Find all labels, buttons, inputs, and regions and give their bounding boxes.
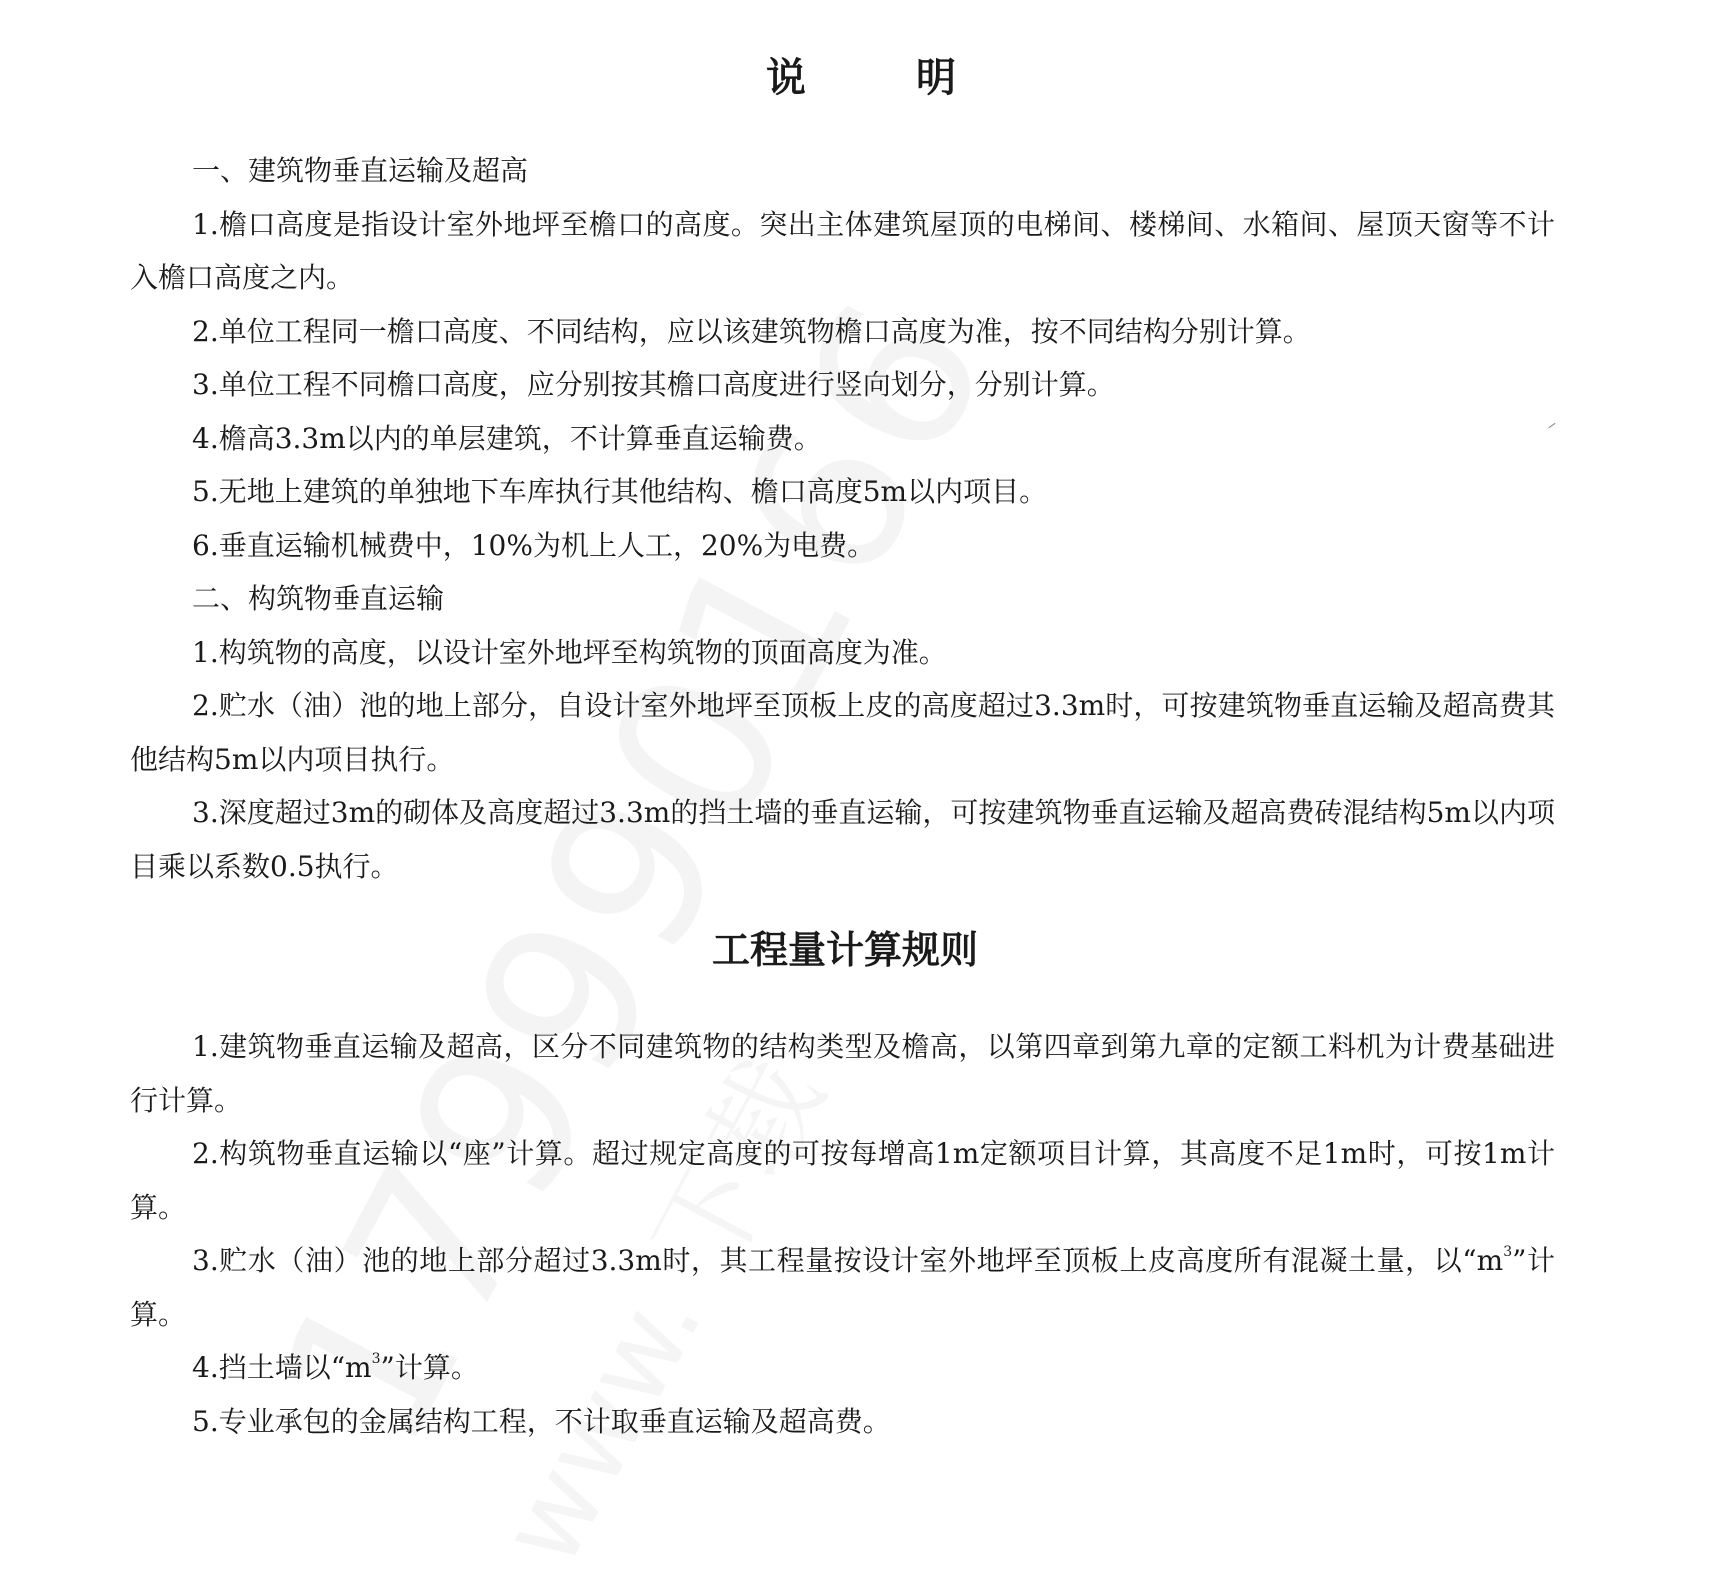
title-char-right: 明 [916,55,956,101]
note-paragraph: 5.无地上建筑的单独地下车库执行其他结构、檐口高度5m以内项目。 [192,475,1048,508]
rule-text: ”计算。 [130,1244,1555,1331]
section-heading-buildings: 一、建筑物垂直运输及超高 [192,154,529,187]
rule-paragraph: 5.专业承包的金属结构工程，不计取垂直运输及超高费。 [192,1404,891,1438]
note-paragraph: 4.檐高3.3m以内的单层建筑，不计算垂直运输费。 [192,421,822,455]
notes-section [130,144,1555,893]
superscript: 3 [1503,1244,1513,1260]
note-paragraph: 2.贮水（油）池的地上部分，自设计室外地坪至顶板上皮的高度超过3.3m时，可按建筑物垂直运输及超高费其他结构5m以内项目执行。 [130,689,1555,776]
rule-text: ”计算。 [380,1351,479,1384]
rule-paragraph [130,1341,1555,1395]
note-paragraph: 3.单位工程不同檐口高度，应分别按其檐口高度进行竖向划分，分别计算。 [192,368,1115,401]
note-paragraph: 2.单位工程同一檐口高度、不同结构，应以该建筑物檐口高度为准，按不同结构分别计算。 [192,314,1311,348]
rule-text: 4.挡土墙以“m [192,1351,372,1384]
rules-title: 工程量计算规则 [711,928,978,972]
title-char-left: 说 [766,55,806,101]
rules-section [130,1020,1555,1448]
rule-paragraph: 1.建筑物垂直运输及超高，区分不同建筑物的结构类型及檐高，以第四章到第九章的定额工料机为计费基础进行计算。 [130,1030,1555,1117]
rule-text: 3.贮水（油）池的地上部分超过3.3m时，其工程量按设计室外地坪至顶板上皮高度所有混凝土量，以“m [192,1244,1504,1277]
note-paragraph: 1.构筑物的高度，以设计室外地坪至构筑物的顶面高度为准。 [192,635,947,669]
rule-paragraph: 2.构筑物垂直运输以“座”计算。超过规定高度的可按每增高1m定额项目计算，其高度不足1m时，可按1m计算。 [130,1137,1555,1224]
rule-paragraph [130,1234,1555,1341]
superscript: 3 [371,1351,381,1367]
section-heading-structures: 二、构筑物垂直运输 [192,582,445,615]
note-paragraph: 1.檐口高度是指设计室外地坪至檐口的高度。突出主体建筑屋顶的电梯间、楼梯间、水箱间、屋顶天窗等不计入檐口高度之内。 [130,207,1555,294]
note-paragraph: 6.垂直运输机械费中，10%为机上人工，20%为电费。 [192,528,876,562]
page-title [0,48,1722,108]
note-paragraph: 3.深度超过3m的砌体及高度超过3.3m的挡土墙的垂直运输，可按建筑物垂直运输及超高费砖混结构5m以内项目乘以系数0.5执行。 [130,796,1555,883]
